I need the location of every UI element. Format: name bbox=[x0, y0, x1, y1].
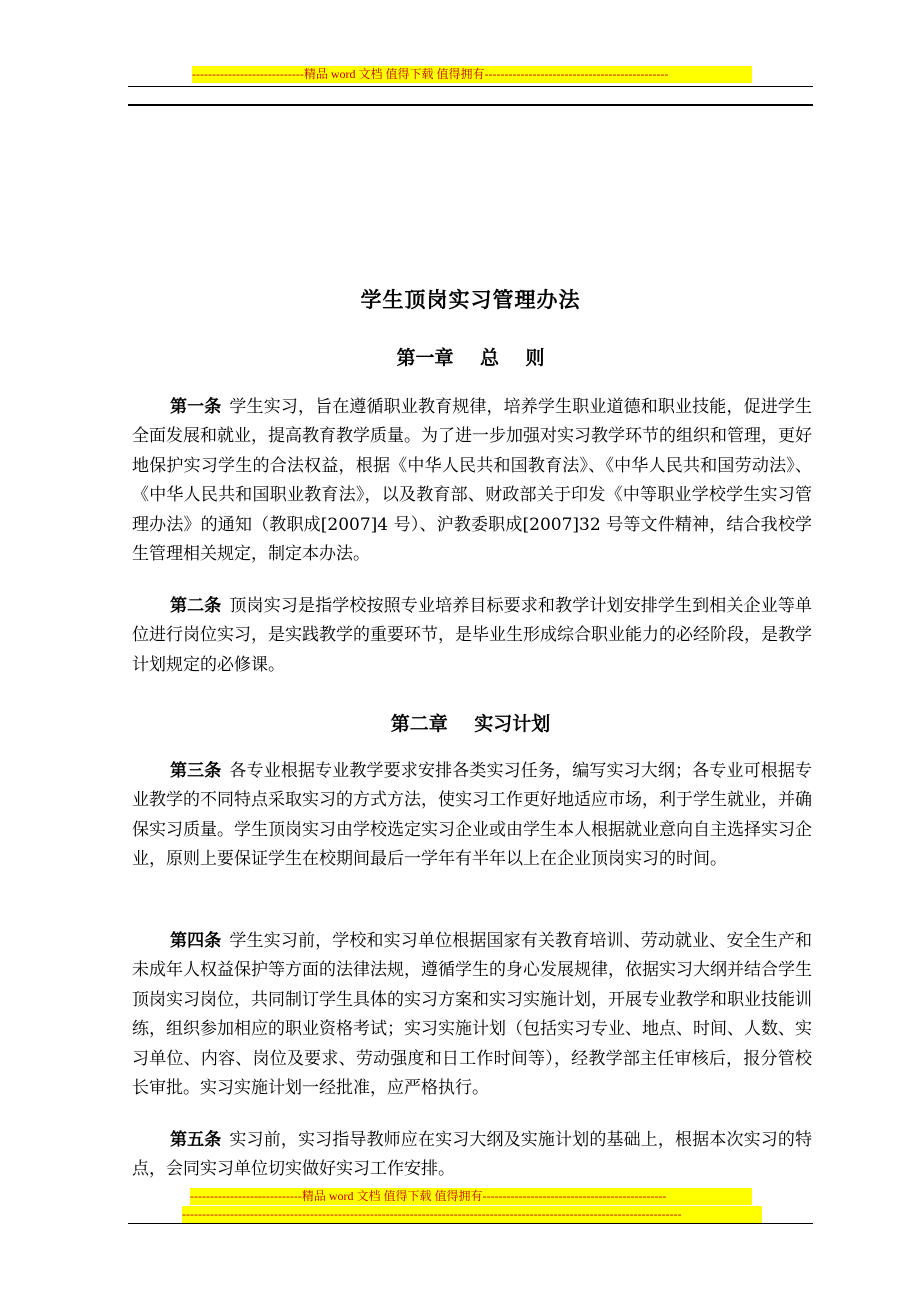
article-4 bbox=[132, 927, 812, 1103]
article-5 bbox=[132, 1126, 812, 1185]
article-1-text: 学生实习，旨在遵循职业教育规律，培养学生职业道德和职业技能，促进学生全面发展和就业，提高教育教学质量。为了进一步加强对实习教学环节的组织和管理，更好地保护实习学生的合法权益，根据《中华人民共和国教育法》、《中华人民共和国劳动法》、《中华人民共和国职业教育法》，以及教育部、财政部关于印发《中等职业学校学生实习管理办法》的通知（教职成[2007]4 号）、沪教委职成[2007]32 号等文件精神，结合我校学生管理相关规定，制定本办法。 bbox=[132, 397, 813, 565]
article-3-label: 第三条 bbox=[170, 761, 222, 781]
chapter-1-heading: 第一章 总 则 bbox=[396, 347, 545, 369]
article-4-label: 第四条 bbox=[170, 931, 222, 951]
article-2-label: 第二条 bbox=[170, 596, 222, 616]
footer-rule bbox=[128, 1223, 813, 1224]
article-2 bbox=[132, 592, 812, 680]
document-title: 学生顶岗实习管理办法 bbox=[360, 288, 581, 312]
article-4-text: 学生实习前，学校和实习单位根据国家有关教育培训、劳动就业、安全生产和未成年人权益保护等方面的法律法规，遵循学生的身心发展规律，依据实习大纲并结合学生顶岗实习岗位，共同制订学生具体的实习方案和实习实施计划，开展专业教学和职业技能训练，组织参加相应的职业资格考试；实习实施计划（包括实习专业、地点、时间、人数、实习单位、内容、岗位及要求、劳动强度和日工作时间等），经教学部主任审核后，报分管校长审批。实习实施计划一经批准，应严格执行。 bbox=[132, 931, 813, 1099]
header-rule-thin bbox=[128, 86, 813, 87]
article-5-label: 第五条 bbox=[170, 1130, 222, 1150]
footer-banner-line2: ----------------------------------------------------------------------------------------------------------------------------- bbox=[182, 1206, 762, 1223]
footer-banner: ----------------------------精品 word 文档 值得下载 值得拥有---------------------------------------------- bbox=[190, 1188, 752, 1205]
header-banner: ----------------------------精品 word 文档 值得下载 值得拥有---------------------------------------------- bbox=[192, 66, 752, 83]
article-3-text: 各专业根据专业教学要求安排各类实习任务，编写实习大纲；各专业可根据专业教学的不同特点采取实习的方式方法，使实习工作更好地适应市场，利于学生就业，并确保实习质量。学生顶岗实习由学校选定实习企业或由学生本人根据就业意向自主选择实习企业，原则上要保证学生在校期间最后一学年有半年以上在企业顶岗实习的时间。 bbox=[132, 761, 813, 870]
article-1 bbox=[132, 393, 812, 569]
article-2-text: 顶岗实习是指学校按照专业培养目标要求和教学计划安排学生到相关企业等单位进行岗位实习，是实践教学的重要环节，是毕业生形成综合职业能力的必经阶段，是教学计划规定的必修课。 bbox=[132, 596, 813, 675]
article-1-label: 第一条 bbox=[170, 397, 222, 417]
chapter-2-heading: 第二章 实习计划 bbox=[390, 713, 551, 735]
article-5-text: 实习前，实习指导教师应在实习大纲及实施计划的基础上，根据本次实习的特点，会同实习单位切实做好实习工作安排。 bbox=[132, 1130, 813, 1180]
header-rule-thick bbox=[128, 104, 813, 106]
article-3 bbox=[132, 757, 812, 875]
